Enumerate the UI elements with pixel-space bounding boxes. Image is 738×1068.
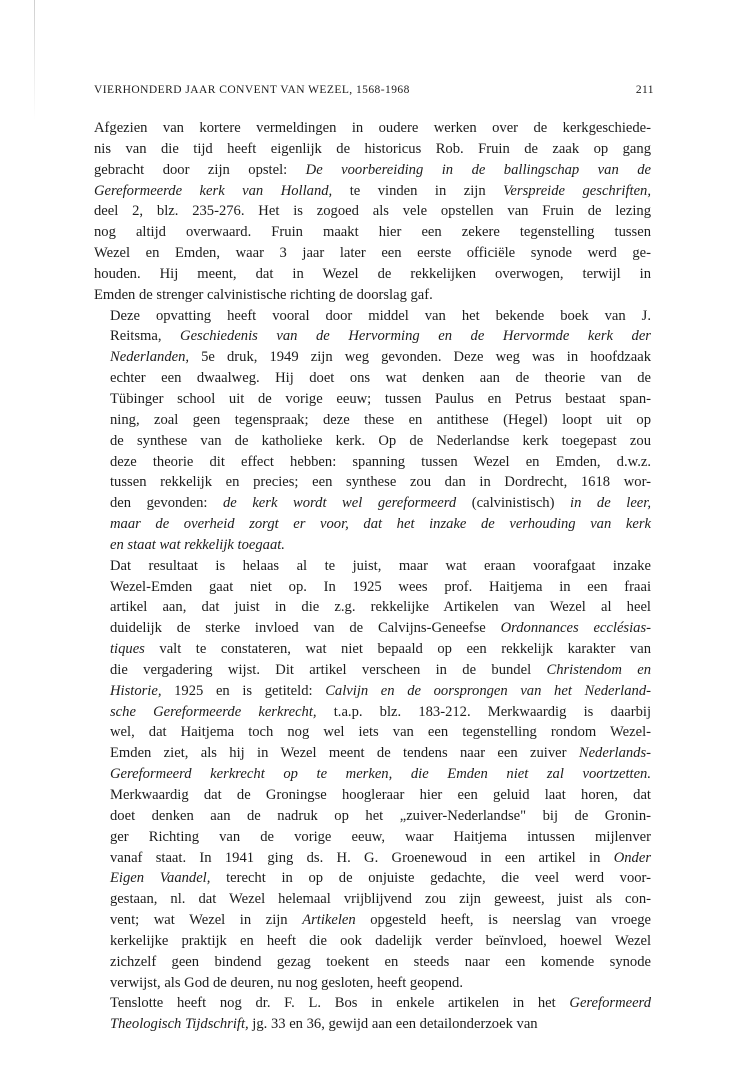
text-line: Reitsma, Geschiedenis van de Hervorming en de Hervormde kerk der xyxy=(110,328,651,345)
italic-title: Geschiedenis van de Hervorming en de Hervormde kerk der xyxy=(180,328,651,345)
italic-title: maar de overheid zorgt er voor, dat het inzake de verhouding van kerk xyxy=(110,516,651,533)
text-line: Tübinger school uit de vorige eeuw; tussen Paulus en Petrus bestaat span- xyxy=(110,390,651,407)
italic-title: Onder xyxy=(613,849,651,866)
italic-title: Calvijn en de oorsprongen van het Nederland- xyxy=(325,682,651,699)
paragraph xyxy=(94,993,651,1035)
italic-title: Ordonnances ecclésias- xyxy=(500,620,651,637)
text-line: artikel aan, dat juist in die z.g. rekkelijke Artikelen van Wezel al heel xyxy=(110,599,651,616)
italic-title: Eigen Vaandel, xyxy=(110,870,211,887)
body-text xyxy=(94,118,651,1035)
text-line: vanaf staat. In 1941 ging ds. H. G. Groenewoud in een artikel in Onder xyxy=(110,849,651,866)
text-line: ning, zoal geen tegenspraak; deze these en antithese (Hegel) loopt uit op xyxy=(110,411,651,428)
text-line: gestaan, nl. dat Wezel helemaal vrijblijvend zou zijn geweest, juist als con- xyxy=(110,891,651,908)
text-line: Tenslotte heeft nog dr. F. L. Bos in enkele artikelen in het Gereformeerd xyxy=(110,995,651,1012)
paragraph xyxy=(94,306,651,556)
text-line: tussen rekkelijk en precies; een synthese zou dan in Dordrecht, 1618 wor- xyxy=(110,474,651,491)
italic-title: Gereformeerd kerkrecht op te merken, die Emden niet zal voortzetten. xyxy=(110,766,651,783)
text-line: tiques valt te constateren, wat niet bepaald op een rekkelijk karakter van xyxy=(110,641,651,658)
italic-title: sche Gereformeerde kerkrecht, xyxy=(110,703,317,720)
text-line: Emden ziet, als hij in Wezel meent de tendens naar een zuiver Nederlands- xyxy=(110,745,651,762)
italic-title: Nederlanden, xyxy=(110,349,190,366)
text-line: sche Gereformeerde kerkrecht, t.a.p. blz. 183-212. Merkwaardig is daarbij xyxy=(110,703,652,720)
italic-title: en staat wat rekkelijk toegaat. xyxy=(110,536,285,553)
italic-title: de kerk wordt wel gereformeerd xyxy=(222,495,457,512)
text-line xyxy=(94,514,651,535)
text-line: ger Richting van de vorige eeuw, waar Haitjema intussen mijlenver xyxy=(110,828,651,845)
text-line: zichzelf geen bindend gezag toekent en steeds naar een komende synode xyxy=(110,953,651,970)
text-line: doet denken aan de nadruk op het „zuiver-Nederlandse" bij de Gronin- xyxy=(110,807,651,824)
text-line xyxy=(94,535,651,556)
running-title: VIERHONDERD JAAR CONVENT VAN WEZEL, 1568-1968 xyxy=(94,84,410,96)
italic-title: De voorbereiding in de ballingschap van de xyxy=(305,161,651,178)
italic-title: tiques xyxy=(110,641,145,658)
italic-title: Artikelen xyxy=(302,912,356,929)
text-line: Historie, 1925 en is getiteld: Calvijn en de oorsprongen van het Nederland- xyxy=(110,682,651,699)
text-line: Deze opvatting heeft vooral door middel van het bekende boek van J. xyxy=(110,307,651,324)
text-line: Theologisch Tijdschrift, jg. 33 en 36, gewijd aan een detailonderzoek van xyxy=(110,1016,538,1033)
text-line: deel 2, blz. 235-276. Het is zogoed als vele opstellen van Fruin de lezing xyxy=(94,203,651,220)
text-line: duidelijk de sterke invloed van de Calvijns-Geneefse Ordonnances ecclésias- xyxy=(110,620,651,637)
italic-title: Verspreide geschriften, xyxy=(503,182,651,199)
text-line: kerkelijke praktijk en heeft die ook dadelijk verder beïnvloed, hoewel Wezel xyxy=(110,932,651,949)
scan-edge xyxy=(34,0,35,120)
text-line: deze theorie dit effect hebben: spanning tussen Wezel en Emden, d.w.z. xyxy=(110,453,651,470)
text-line: Gereformeerde kerk van Holland, te vinden in zijn Verspreide geschriften, xyxy=(94,182,651,199)
italic-title: in de leer, xyxy=(570,495,651,512)
italic-title: Historie, xyxy=(110,682,162,699)
text-line: de synthese van de katholieke kerk. Op de Nederlandse kerk toegepast zou xyxy=(110,432,651,449)
text-line: houden. Hij meent, dat in Wezel de rekkelijken overwogen, terwijl in xyxy=(94,265,651,282)
italic-title: Gereformeerd xyxy=(569,995,651,1012)
text-line: nis van die tijd heeft eigenlijk de historicus Rob. Fruin de zaak op gang xyxy=(94,140,651,157)
running-header xyxy=(94,84,654,96)
text-line: den gevonden: de kerk wordt wel gereformeerd (calvinistisch) in de leer, xyxy=(110,495,651,512)
text-line: Wezel-Emden gaat niet op. In 1925 wees prof. Haitjema in een fraai xyxy=(110,578,651,595)
page-number: 211 xyxy=(635,84,654,96)
text-line xyxy=(94,764,651,785)
paragraph xyxy=(94,556,651,994)
italic-title: Nederlands- xyxy=(578,745,651,762)
text-line: die vergadering wijst. Dit artikel verscheen in de bundel Christendom en xyxy=(110,661,651,678)
italic-title: Gereformeerde kerk van Holland, xyxy=(94,182,333,199)
text-line: verwijst, als God de deuren, nu nog gesloten, heeft geopend. xyxy=(110,974,463,991)
text-line: Afgezien van kortere vermeldingen in oudere werken over de kerkgeschiede- xyxy=(94,120,651,136)
text-line: nog altijd overwaard. Fruin maakt hier een zekere tegenstelling tussen xyxy=(94,224,651,241)
text-line: Dat resultaat is helaas al te juist, maar wat eraan voorafgaat inzake xyxy=(110,557,651,574)
text-line: vent; wat Wezel in zijn Artikelen opgesteld heeft, is neerslag van vroege xyxy=(110,912,651,929)
text-line: Nederlanden, 5e druk, 1949 zijn weg gevonden. Deze weg was in hoofdzaak xyxy=(110,349,651,366)
italic-title: Theologisch Tijdschrift, xyxy=(110,1016,249,1033)
text-line: Eigen Vaandel, terecht in op de onjuiste gedachte, die veel werd voor- xyxy=(110,870,651,887)
text-line: wel, dat Haitjema toch nog wel iets van een tegenstelling rondom Wezel- xyxy=(110,724,651,741)
text-line: echter een dwaalweg. Hij doet ons wat denken aan de theorie van de xyxy=(110,370,651,387)
text-line: Emden de strenger calvinistische richting de doorslag gaf. xyxy=(94,286,433,303)
paragraph xyxy=(94,118,651,306)
text-line: Merkwaardig dat de Groningse hoogleraar hier een geluid laat horen, dat xyxy=(110,787,651,803)
text-line: gebracht door zijn opstel: De voorbereiding in de ballingschap van de xyxy=(94,161,651,178)
italic-title: Christendom en xyxy=(546,661,651,678)
text-line: Wezel en Emden, waar 3 jaar later een eerste officiële synode werd ge- xyxy=(94,245,651,262)
